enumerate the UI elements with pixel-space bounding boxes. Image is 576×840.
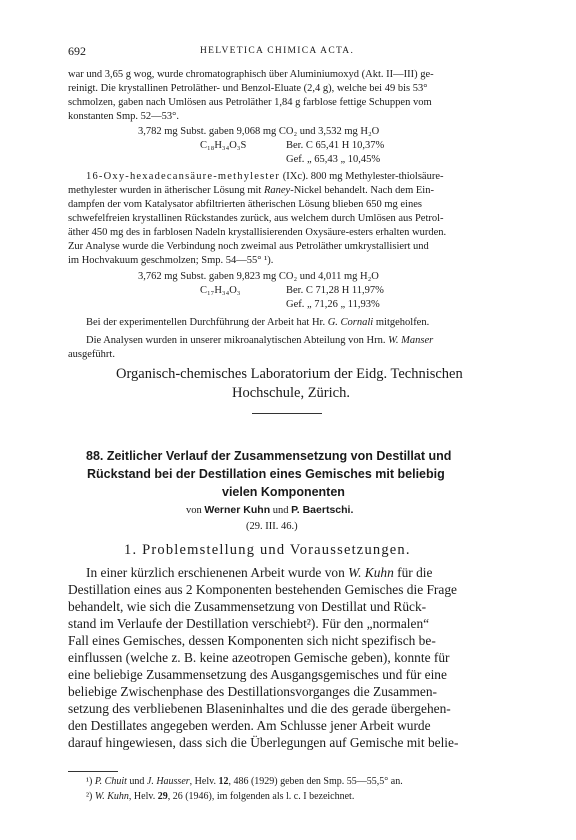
text-line: konstanten Smp. 52—53°. <box>68 111 179 122</box>
compound-name: 16-Oxy-hexadecansäure-methylester <box>86 171 281 182</box>
text-line: schwefelfreien krystallinen Rückstandes zurück, aus welchem durch Umlösen aus Petrol- <box>68 213 444 224</box>
acknowledgement-line: Bei der experimentellen Durchführung der Arbeit hat Hr. G. Cornali mitgeholfen. <box>86 317 430 328</box>
analysis-found: Gef. „ 65,43 „ 10,45% <box>286 154 381 165</box>
text-line: reinigt. Die krystallinen Petroläther- und Benzol-Eluate (2,4 g), welche bei 49 bis 53° <box>68 83 428 94</box>
text-line: im Hochvakuum geschmolzen; Smp. 54—55° ¹). <box>68 255 274 266</box>
article-title-line: Rückstand bei der Destillation eines Gemisches mit beliebig <box>87 467 445 481</box>
body-line: Destillation eines aus 2 Komponenten bestehenden Gemisches die Frage <box>68 582 457 597</box>
body-line: Fall eines Gemisches, dessen Komponenten sich nicht spezifisch be- <box>68 633 436 648</box>
body-line: einflussen (welche z. B. keine azeotropen Gemische geben), konnte für <box>68 650 450 665</box>
analysis-calculated: Ber. C 65,41 H 10,37% <box>286 140 385 151</box>
acknowledgement-line: ausgeführt. <box>68 349 115 360</box>
analysis-formula: C₁₇H₃₄O₃ <box>200 285 241 296</box>
author-name: P. Baertschi. <box>291 504 354 516</box>
body-line: eine beliebige Zusammensetzung des Ausgangsgemisches und für eine <box>68 667 447 682</box>
text-line: methylester wurden in ätherischer Lösung mit Raney-Nickel behandelt. Nach dem Ein- <box>68 185 434 196</box>
authors: von Werner Kuhn und P. Baertschi. <box>186 504 354 516</box>
text-line: schmolzen, gaben nach Umlösen aus Petroläther 1,84 g farblose fettige Schuppen vom <box>68 97 432 108</box>
received-date: (29. III. 46.) <box>246 521 298 532</box>
body-line: stand im Verlaufe der Destillation verschiebt²). Für den „normalen“ <box>68 616 430 631</box>
body-line: beliebige Zwischenphase des Destillationsvorganges die Zusammen- <box>68 684 438 699</box>
article-title-line: vielen Komponenten <box>222 485 345 499</box>
laboratory-line: Organisch-chemisches Laboratorium der Eidg. Technischen <box>116 366 463 382</box>
section-heading: 1. Problemstellung und Voraussetzungen. <box>124 542 411 558</box>
body-line: den Destillates angegeben werden. Am Schlusse jener Arbeit wurde <box>68 718 431 733</box>
author-name: Werner Kuhn <box>204 504 271 516</box>
analysis-line: 3,782 mg Subst. gaben 9,068 mg CO₂ und 3,532 mg H₂O <box>138 126 380 137</box>
analysis-calculated: Ber. C 71,28 H 11,97% <box>286 285 384 296</box>
analysis-formula: C₁₈H₃₄O₃S <box>200 140 247 151</box>
text-line: 16-Oxy-hexadecansäure-methylester (IXc). 800 mg Methylester-thiolsäure- <box>86 171 444 182</box>
footnote: ¹) P. Chuit und J. Hausser, Helv. 12, 486 (1929) geben den Smp. 55—55,5° an. <box>86 776 403 787</box>
acknowledgement-line: Die Analysen wurden in unserer mikroanalytischen Abteilung von Hrn. W. Manser <box>86 335 434 346</box>
separator-rule <box>252 413 322 414</box>
body-line: behandelt, wie sich die Zusammensetzung von Destillat und Rück- <box>68 599 427 614</box>
text-line: dampfen der vom Katalysator abfiltrierten ätherischen Lösung blieben 650 mg eines <box>68 199 422 210</box>
footnote-rule <box>68 771 118 772</box>
body-line: In einer kürzlich erschienenen Arbeit wurde von W. Kuhn für die <box>86 565 433 580</box>
analysis-line: 3,762 mg Subst. gaben 9,823 mg CO₂ und 4,011 mg H₂O <box>138 271 379 282</box>
footnote: ²) W. Kuhn, Helv. 29, 26 (1946), im folgenden als l. c. I bezeichnet. <box>86 791 355 802</box>
page-number: 692 <box>68 44 86 58</box>
text-line: war und 3,65 g wog, wurde chromatographisch über Aluminiumoxyd (Akt. II—III) ge- <box>68 69 434 80</box>
analysis-found: Gef. „ 71,26 „ 11,93% <box>286 299 380 310</box>
laboratory-line: Hochschule, Zürich. <box>232 385 350 401</box>
text-line: äther 450 mg des in farblosen Nadeln krystallisierenden Oxysäure-esters erhalten wurden. <box>68 227 447 238</box>
text-line: Zur Analyse wurde die Verbindung noch zweimal aus Petroläther umkrystallisiert und <box>68 241 429 252</box>
body-line: setzung des verbliebenen Blaseninhaltes und die des gerade übergehen- <box>68 701 451 716</box>
article-title-line: 88. Zeitlicher Verlauf der Zusammensetzung von Destillat und <box>86 449 452 463</box>
journal-title: HELVETICA CHIMICA ACTA. <box>200 46 355 56</box>
body-line: darauf hingewiesen, dass sich die Überlegungen auf Gemische mit belie- <box>68 735 459 750</box>
